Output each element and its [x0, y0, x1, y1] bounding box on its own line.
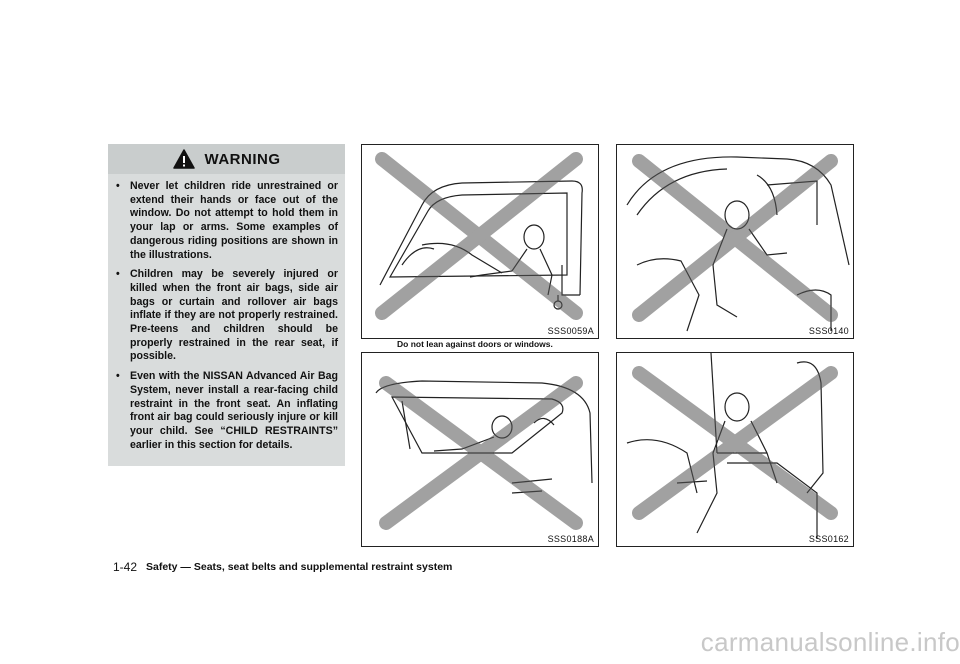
warning-item: [116, 268, 338, 364]
warning-list: [116, 180, 338, 458]
watermark: carmanualsonline.info: [700, 627, 960, 657]
bullet: •: [116, 370, 120, 383]
warning-header: [108, 144, 345, 174]
figure-code: SSS0059A: [547, 326, 594, 336]
bullet: •: [116, 180, 120, 192]
child-seat-belt-misuse-illustration: [617, 353, 853, 546]
child-rear-seat-unrestrained-illustration: [617, 145, 853, 338]
warning-triangle-icon: [173, 149, 195, 169]
warning-item: [116, 180, 338, 262]
warning-item: [116, 370, 338, 452]
warning-box: [108, 144, 345, 466]
figure-sss0188a: [361, 352, 599, 547]
figure-code: SSS0162: [808, 534, 849, 544]
warning-item-text: Even with the NISSAN Advanced Air Bag System, never install a rear-facing child restraint in the front seat. An inflating front air bag could seriously injure or kill your child. See “CHILD RESTRAINTS” earlier in this section for details.: [130, 370, 338, 451]
figure-sss0140: [616, 144, 854, 339]
bullet: •: [116, 268, 120, 281]
page-number: 1-42: [113, 560, 138, 574]
child-arm-out-window-illustration: [362, 353, 598, 546]
warning-item-text: Children may be severely injured or killed when the front air bags, side air bags or curtain and rollover air bags inflate if they are not properly restrained. Pre-teens and children should be properly restrained in the rear seat, if possible.: [130, 268, 338, 363]
figure-code: SSS0188A: [547, 534, 594, 544]
figure-caption: Do not lean against doors or windows.: [397, 339, 553, 349]
child-leaning-out-window-illustration: [362, 145, 598, 338]
warning-item-text: Never let children ride unrestrained or extend their hands or face out of the window. Do not attempt to hold them in your lap or arms. Some examples of dangerous riding positions are shown in the illustrations.: [130, 180, 338, 261]
warning-title: WARNING: [204, 150, 281, 168]
section-title: Safety — Seats, seat belts and supplemental restraint system: [146, 561, 453, 573]
figure-sss0162: [616, 352, 854, 547]
figure-code: SSS0140: [808, 326, 849, 336]
figure-sss0059a: [361, 144, 599, 339]
